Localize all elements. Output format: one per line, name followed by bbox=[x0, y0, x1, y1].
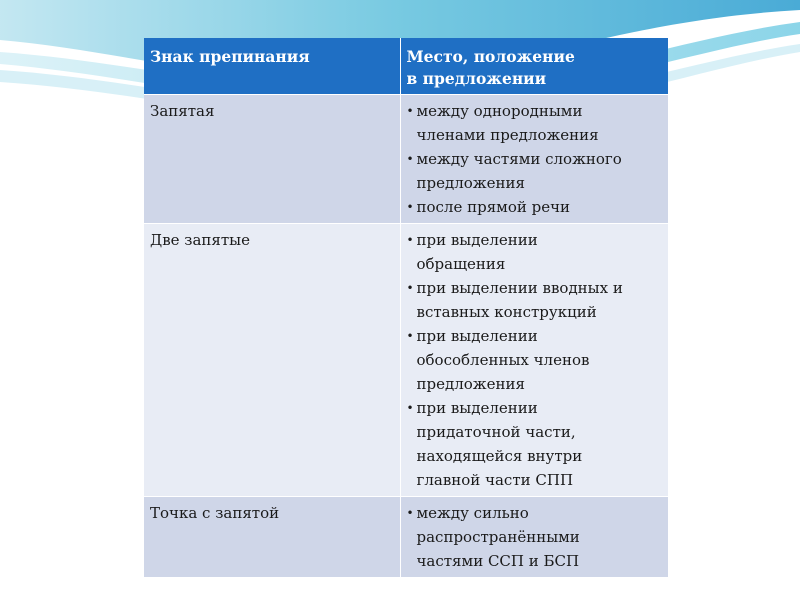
table-row bbox=[144, 224, 668, 497]
list-item-line: после прямой речи bbox=[416, 198, 571, 216]
bullet-icon: • bbox=[406, 104, 414, 118]
bullet-icon: • bbox=[406, 152, 414, 166]
list-item bbox=[407, 99, 663, 147]
usage-list-cell bbox=[400, 497, 668, 578]
list-item-line: придаточной части, bbox=[416, 423, 576, 441]
list-item-line: вставных конструкций bbox=[416, 303, 597, 321]
header-punctuation-mark: Знак препинания bbox=[144, 38, 400, 95]
list-item bbox=[407, 396, 663, 492]
header-col2-line1: Место, положение bbox=[406, 47, 575, 66]
list-item-line: при выделении вводных и bbox=[416, 279, 623, 297]
list-item-line: между частями сложного bbox=[416, 150, 622, 168]
list-item-line: распространёнными bbox=[416, 528, 580, 546]
list-item-line: предложения bbox=[416, 375, 525, 393]
list-item-line: обособленных членов bbox=[416, 351, 590, 369]
punctuation-mark-cell: Запятая bbox=[144, 95, 400, 224]
list-item-line: членами предложения bbox=[416, 126, 599, 144]
table-row bbox=[144, 95, 668, 224]
bullet-icon: • bbox=[406, 506, 414, 520]
list-item-line: при выделении bbox=[416, 327, 538, 345]
usage-list bbox=[407, 501, 663, 573]
bullet-icon: • bbox=[406, 281, 414, 295]
list-item-line: предложения bbox=[416, 174, 525, 192]
list-item-line: обращения bbox=[416, 255, 506, 273]
list-item bbox=[407, 501, 663, 573]
punctuation-table bbox=[144, 38, 668, 577]
list-item bbox=[407, 195, 663, 219]
list-item-line: частями ССП и БСП bbox=[416, 552, 580, 570]
usage-list-cell bbox=[400, 224, 668, 497]
usage-list bbox=[407, 228, 663, 492]
bullet-icon: • bbox=[406, 329, 414, 343]
punctuation-mark-cell: Две запятые bbox=[144, 224, 400, 497]
header-col2-line2: в предложении bbox=[406, 69, 547, 88]
list-item-line: главной части СПП bbox=[416, 471, 574, 489]
bullet-icon: • bbox=[406, 233, 414, 247]
table-header-row bbox=[144, 38, 668, 95]
usage-list-cell bbox=[400, 95, 668, 224]
list-item-line: между сильно bbox=[416, 504, 529, 522]
bullet-icon: • bbox=[406, 200, 414, 214]
list-item bbox=[407, 147, 663, 195]
list-item-line: при выделении bbox=[416, 399, 538, 417]
header-position-in-sentence bbox=[400, 38, 668, 95]
bullet-icon: • bbox=[406, 401, 414, 415]
table-row bbox=[144, 497, 668, 578]
list-item-line: при выделении bbox=[416, 231, 538, 249]
list-item bbox=[407, 276, 663, 324]
list-item-line: между однородными bbox=[416, 102, 583, 120]
list-item bbox=[407, 324, 663, 396]
punctuation-mark-cell: Точка с запятой bbox=[144, 497, 400, 578]
list-item-line: находящейся внутри bbox=[416, 447, 583, 465]
list-item bbox=[407, 228, 663, 276]
usage-list bbox=[407, 99, 663, 219]
